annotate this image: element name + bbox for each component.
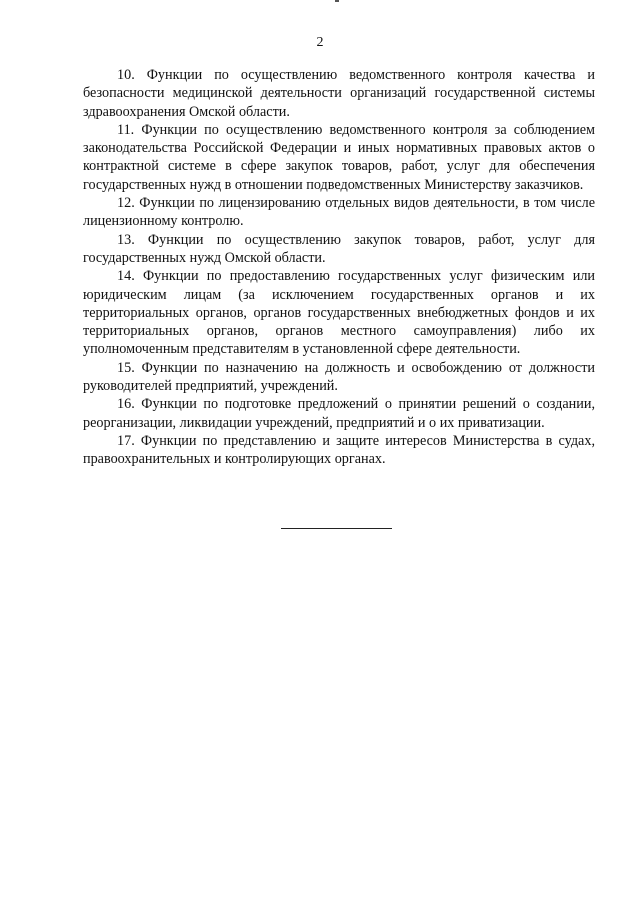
paragraph-function-16: 16. Функции по подготовке предложений о принятии решений о создании, реорганизации, ликвидации учреждений, предприятий и о их приватизации.: [83, 396, 595, 431]
document-body: [83, 66, 595, 469]
paragraph-function-14: 14. Функции по предоставлению государственных услуг физическим или юридическим лицам (за исключением государственных органов и их территориальных органов, органов государственных внебюджетных фондов и их территориальных органов, органов местного самоуправления) либо их уполномоченным представителям в установленной сфере деятельности.: [83, 268, 595, 358]
paragraph-function-12: 12. Функции по лицензированию отдельных видов деятельности, в том числе лицензионному контролю.: [83, 195, 595, 230]
paragraph-function-10: 10. Функции по осуществлению ведомственного контроля качества и безопасности медицинской деятельности организаций государственной системы здравоохранения Омской области.: [83, 67, 595, 120]
paragraph-function-17: 17. Функции по представлению и защите интересов Министерства в судах, правоохранительных и контролирующих органах.: [83, 432, 595, 468]
scan-mark: [335, 0, 339, 2]
page-number: 2: [316, 35, 324, 50]
paragraph-function-13: 13. Функции по осуществлению закупок товаров, работ, услуг для государственных нужд Омской области.: [83, 231, 595, 266]
paragraph-function-11: 11. Функции по осуществлению ведомственного контроля за соблюдением законодательства Российской Федерации и иных нормативных правовых актов о контрактной системе в сфере закупок товаров, работ, услуг для обеспечения государственных нужд в отношении подведомственных Министерству заказчиков.: [83, 121, 595, 193]
end-of-document-rule: [281, 528, 392, 529]
paragraph-function-15: 15. Функции по назначению на должность и освобождению от должности руководителей предприятий, учреждений.: [83, 359, 595, 395]
